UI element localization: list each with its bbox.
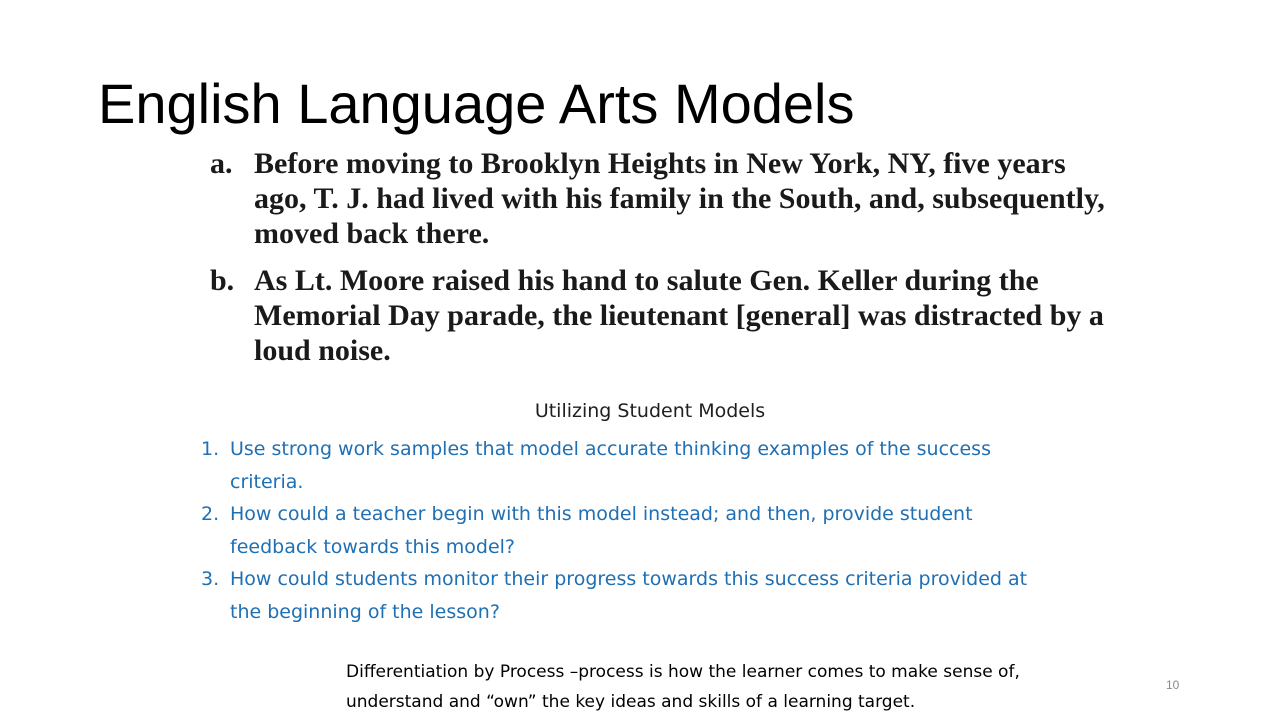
student-models-list: [201, 433, 1061, 628]
list-number: 2.: [201, 503, 220, 525]
example-item-b: [210, 263, 1110, 368]
list-number: 3.: [201, 568, 220, 590]
slide-number: 10: [1166, 678, 1180, 692]
slide-title: English Language Arts Models: [98, 72, 855, 135]
student-models-heading: Utilizing Student Models: [534, 400, 766, 422]
list-item: [201, 433, 1061, 498]
sentence-examples-image: [210, 146, 1110, 380]
list-text: How could students monitor their progress towards this success criteria provided at the beginning of the lesson?: [230, 568, 1028, 623]
list-text: Use strong work samples that model accurate thinking examples of the success criteria.: [230, 438, 991, 493]
list-number: 1.: [201, 438, 220, 460]
example-marker: b.: [210, 264, 235, 297]
example-text: Before moving to Brooklyn Heights in New York, NY, five years ago, T. J. had lived with his family in the South, and, subsequently, moved back there.: [254, 147, 1105, 250]
example-marker: a.: [210, 147, 233, 180]
example-text: As Lt. Moore raised his hand to salute Gen. Keller during the Memorial Day parade, the lieutenant [general] was distracted by a loud noise.: [254, 264, 1104, 367]
differentiation-note: Differentiation by Process –process is how the learner comes to make sense of, understand and “own” the key ideas and skills of a learning target.: [346, 662, 1020, 712]
list-text: How could a teacher begin with this model instead; and then, provide student feedback towards this model?: [230, 503, 973, 558]
example-item-a: [210, 146, 1110, 251]
list-item: [201, 498, 1061, 563]
list-item: [201, 563, 1061, 628]
